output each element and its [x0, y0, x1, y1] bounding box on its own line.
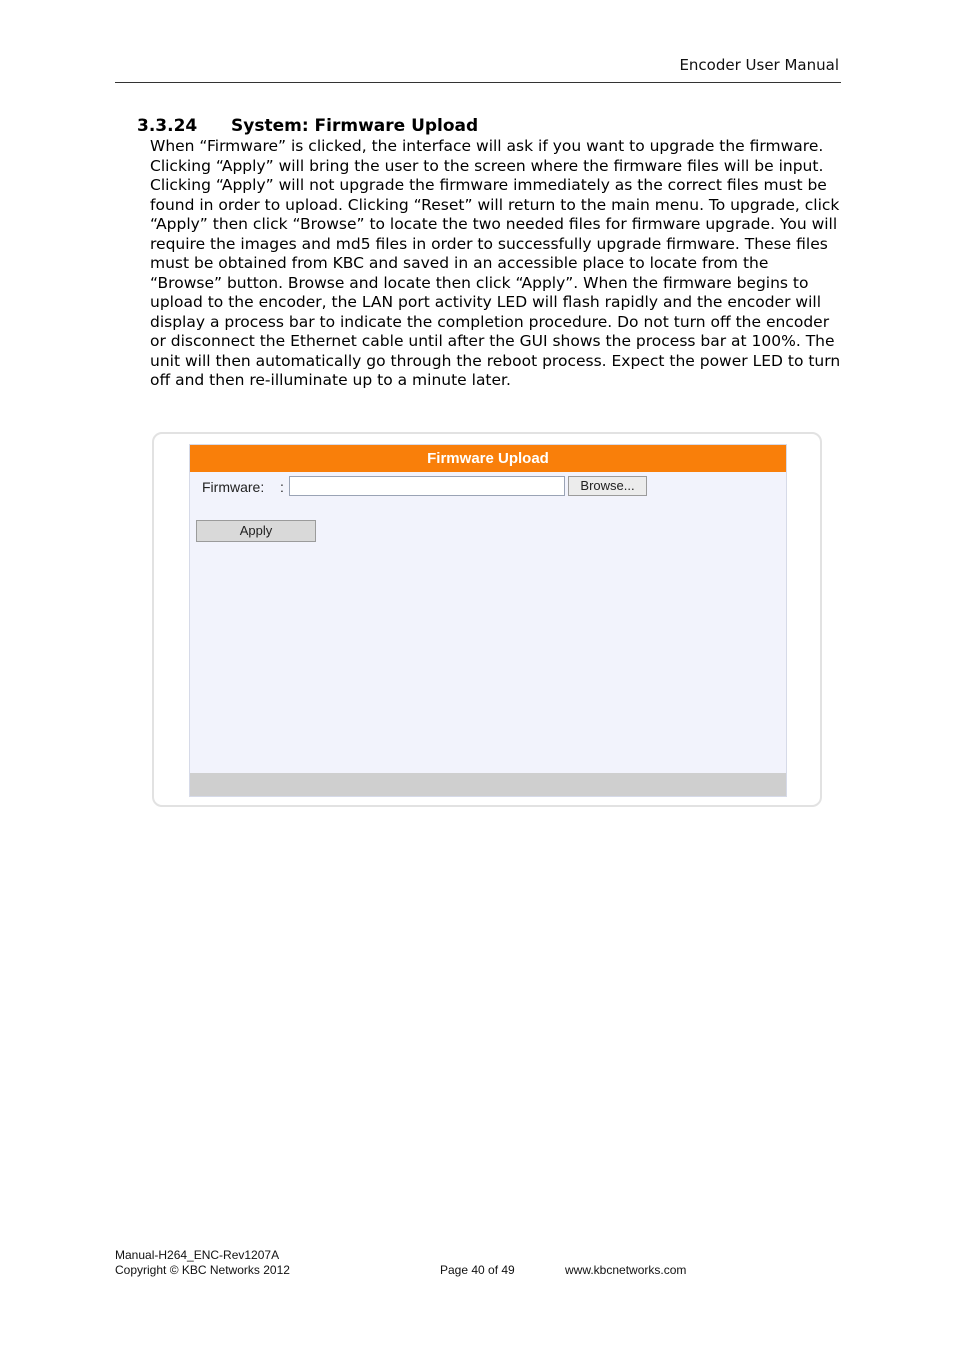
firmware-colon: : — [280, 479, 284, 495]
footer-manual-id: Manual-H264_ENC-Rev1207A — [115, 1248, 280, 1262]
panel-title: Firmware Upload — [190, 445, 786, 472]
browse-button[interactable]: Browse... — [568, 476, 647, 496]
panel-footer-bar — [190, 773, 786, 796]
firmware-upload-panel — [189, 444, 787, 797]
footer-website: www.kbcnetworks.com — [565, 1263, 687, 1277]
section-body: When “Firmware” is clicked, the interface will ask if you want to upgrade the firmware. Clicking “Apply” will bring the user to the screen where the firmware files will be input. Clicking “Apply” will not upgrade the firmware immediately as the correct files must be found in order to upload. Clicking “Reset” will return to the main menu. To upgrade, click “Apply” then click “Browse” to locate the two needed files for firmware upgrade. You will require the images and md5 files in order to successfully upgrade firmware. These files must be obtained from KBC and saved in an accessible place to locate from the “Browse” button. Browse and locate then click “Apply”. When the firmware begins to upload to the encoder, the LAN port activity LED will flash rapidly and the encoder will display a process bar to indicate the completion procedure. Do not turn off the encoder or disconnect the Ethernet cable until after the GUI shows the process bar at 100%. The unit will then automatically go through the reboot process. Expect the power LED to turn off and then re-illuminate up to a minute later. — [150, 137, 841, 389]
section-title: System: Firmware Upload — [231, 116, 479, 136]
apply-button[interactable]: Apply — [196, 520, 316, 542]
firmware-label: Firmware: — [202, 479, 265, 495]
footer-copyright: Copyright © KBC Networks 2012 — [115, 1263, 290, 1277]
header-divider — [115, 82, 841, 83]
header-title: Encoder User Manual — [679, 56, 839, 74]
section-number: 3.3.24 — [137, 116, 198, 136]
firmware-file-input[interactable] — [289, 476, 565, 496]
section-heading — [137, 116, 478, 136]
footer-page-number: Page 40 of 49 — [440, 1263, 515, 1277]
